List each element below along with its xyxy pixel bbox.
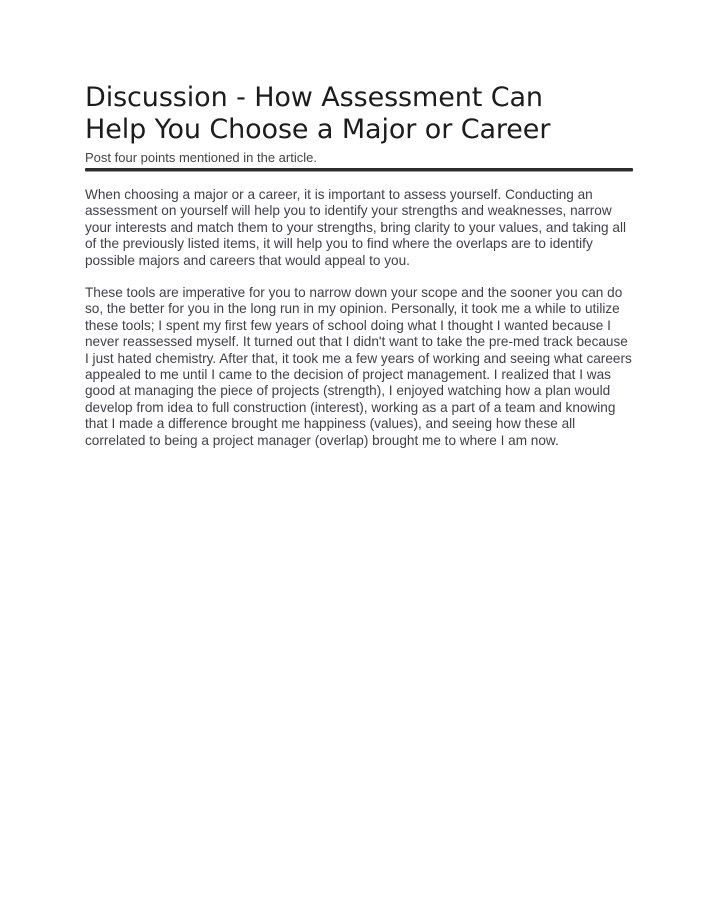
document-title [85, 82, 633, 146]
title-line-1: Discussion - How Assessment Can [85, 82, 543, 113]
document-body [85, 187, 633, 449]
document-subtitle: Post four points mentioned in the article. [85, 150, 317, 165]
paragraph-2: These tools are imperative for you to narrow down your scope and the sooner you can do so, the better for you in the long run in my opinion. Personally, it took me a while to utilize these tools; I spent my first few years of school doing what I thought I wanted because I never reassessed myself. It turned out that I didn't want to take the pre-med track because I just hated chemistry. After that, it took me a few years of working and seeing what careers appealed to me until I came to the decision of project management. I realized that I was good at managing the piece of projects (strength), I enjoyed watching how a plan would develop from idea to full construction (interest), working as a part of a team and knowing that I made a difference brought me happiness (values), and seeing how these all correlated to being a project manager (overlap) brought me to where I am now. [85, 285, 632, 448]
title-divider [85, 168, 633, 171]
title-line-2: Help You Choose a Major or Career [85, 114, 551, 145]
paragraph-1: When choosing a major or a career, it is important to assess yourself. Conducting an assessment on yourself will help you to identify your strengths and weaknesses, narrow your interests and match them to your strengths, bring clarity to your values, and taking all of the previously listed items, it will help you to find where the overlaps are to identify possible majors and careers that would appeal to you. [85, 187, 626, 268]
document-page [85, 82, 633, 465]
